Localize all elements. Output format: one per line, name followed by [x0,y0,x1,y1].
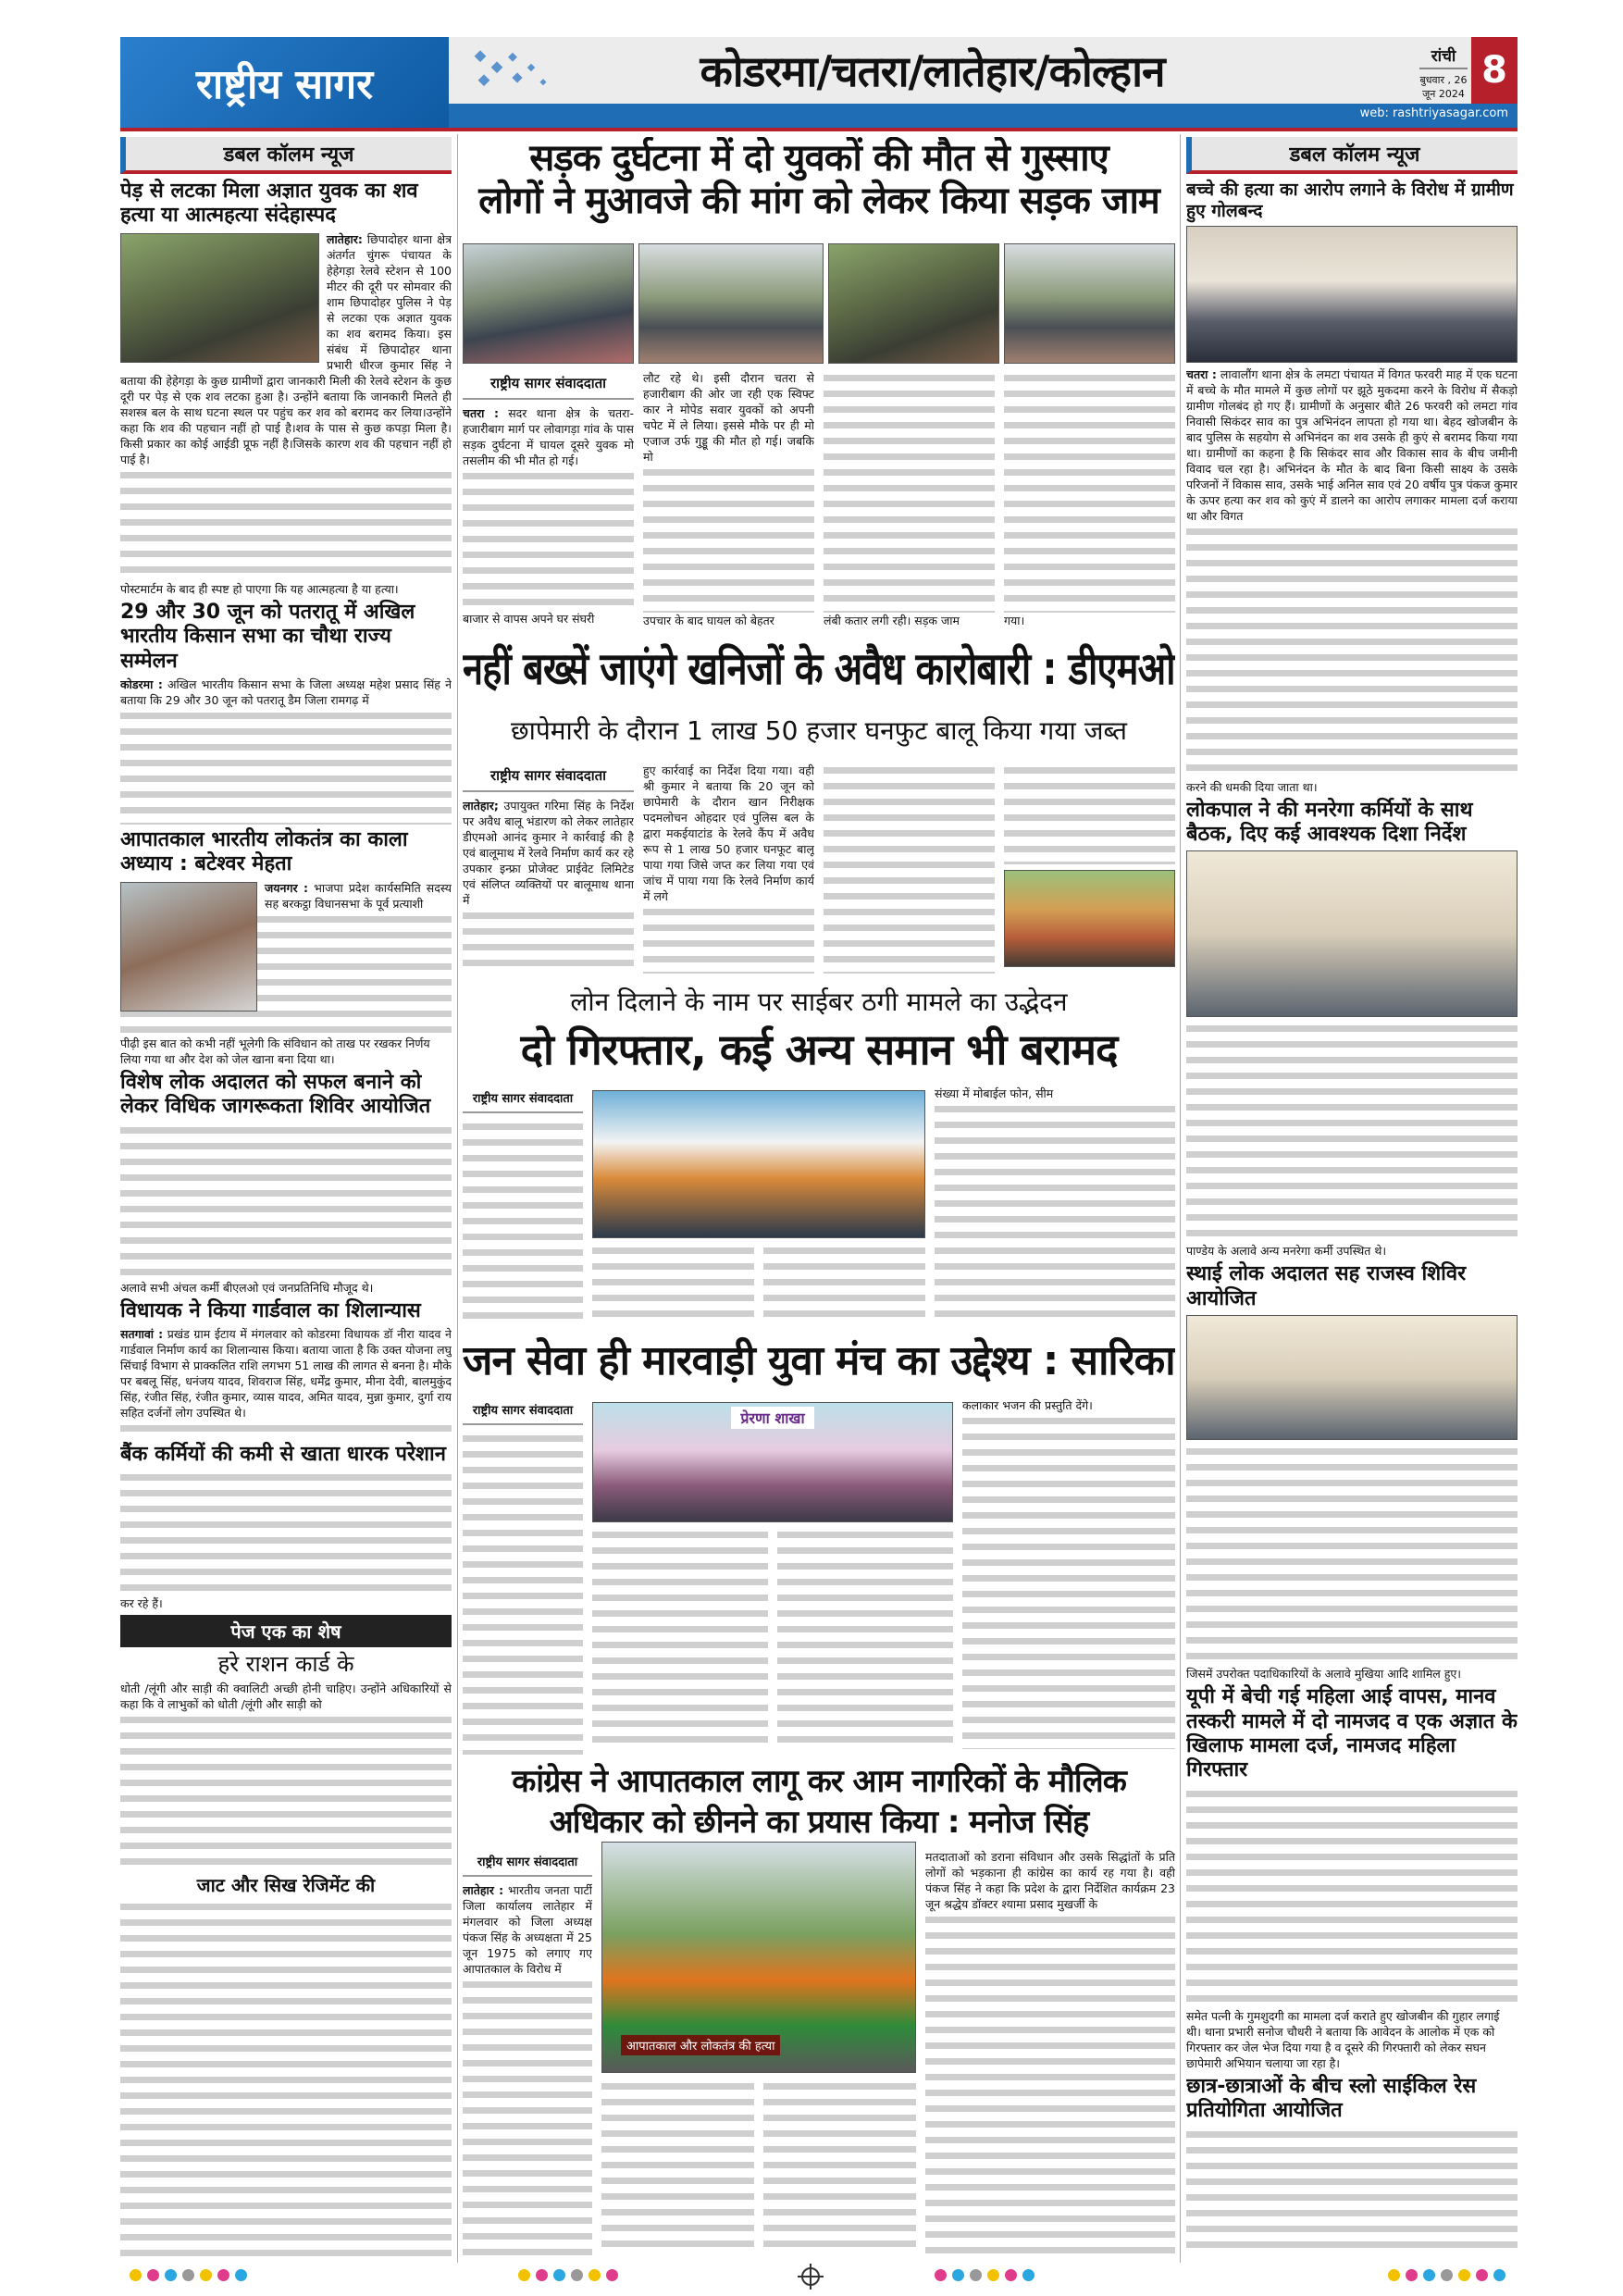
right-column [1186,137,1518,2265]
marwari-headline[interactable]: जन सेवा ही मारवाड़ी युवा मंच का उद्देश्य : सारिका [463,1337,1175,1384]
article-slow-cycle-race[interactable] [1186,2075,1518,2256]
dateline: लातेहार; [463,799,499,813]
meeting-photo [1186,850,1518,1017]
continued-from-page-one-bar: पेज एक का शेष [120,1615,452,1647]
color-registration-dots [935,2269,1035,2281]
article-text: भारतीय जनता पार्टी जिला कार्यालय लातेहार में मंगलवार को जिला अध्यक्ष पंकज सिंह के अध्यक्षता में 25 जून 1975 को लगाए गए आपातकाल के विरोध में [463,1883,592,1976]
dateline: कोडरमा : [120,676,163,691]
color-registration-dots [130,2269,247,2281]
byline: राष्ट्रीय सागर संवाददाता [463,370,634,400]
article-text: लंबी कतार लगी रही। सड़क जाम [824,614,960,627]
article-lok-adalat[interactable] [120,1071,452,1296]
article-photo [120,233,319,363]
color-registration-dots [518,2269,618,2281]
registration-crosshair-icon [798,2264,824,2290]
article-kisan-sabha[interactable] [120,601,452,825]
cyber-fraud-headline[interactable]: दो गिरफ्तार, कई अन्य समान भी बरामद [520,1024,1118,1074]
article-headline: विधायक ने किया गार्डवाल का शिलान्यास [120,1298,421,1322]
color-registration-dots [1388,2269,1505,2281]
article-column [824,763,995,974]
column-divider [1180,134,1181,2263]
article-text: प्रखंड ग्राम ईटाय में मंगलवार को कोडरमा विधायक डॉ नीरा यादव ने गार्डवाल निर्माण कार्य का शिलान्यास किया। बताया जाता है कि उक्त योजना लघु सिंचाई विभाग से प्राक्कलित राशि लगभग 51 लाख की लागत से बनना है। मौके पर बबलू सिंह, धनंजय यादव, शिवराज सिंह, धर्मेंद्र कुमार, मीना देवी, बालमुकुंद सिंह, रंजीत सिंह, रंजीत कुमार, व्यास यादव, अमित यादव, मुन्ना कुमार, दुर्गा राय सहित दर्जनों लोग उपस्थित थे। [120,1326,452,1420]
article-column [592,1527,768,1749]
article-ration-card[interactable] [120,1651,452,1870]
article-column [463,763,634,974]
article-text: कलाकार भजन की प्रस्तुति देंगे। [962,1397,1175,1413]
photo-banner-text: आपातकाल और लोकतंत्र की हत्या [621,2035,780,2055]
article-text: जिसमें उपरोक्त पदाधिकारियों के अलावे मुखिया आदि शामिल हुए। [1186,1667,1462,1682]
article-emergency-mehta[interactable] [120,828,452,1067]
article-bank-staff[interactable] [120,1443,452,1611]
article-column [763,1243,925,1322]
dateline: लातेहार : [463,1883,504,1897]
article-text: पीढ़ी इस बात को कभी नहीं भूलेगी कि संविधान को ताख पर रखकर निर्णय लिया गया था और देश को जेल खाना बना दिया था। [120,1036,430,1066]
article-column [1004,370,1175,628]
cyber-fraud-subheadline: लोन दिलाने के नाम पर साईबर ठगी मामले का उद्भेदन [570,987,1068,1017]
article-column [463,1849,592,2262]
article-column [763,2079,916,2256]
article-headline: विशेष लोक अदालत को सफल बनाने को लेकर विधिक जागरूकता शिविर आयोजित [120,1070,431,1119]
article-column [592,1243,754,1322]
headline-line: कांग्रेस ने आपातकाल लागू कर आम नागरिकों के मौलिक [512,1763,1126,1800]
byline: राष्ट्रीय सागर संवाददाता [463,1086,583,1113]
article-text: सदर थाना क्षेत्र के चतरा-हजारीबाग मार्ग पर लोवागड़ा गांव के पास सड़क दुर्घटना में घायल दूसरे युवक मो तसलीम की भी मौत हो गई। [463,406,634,467]
article-text: संख्या में मोबाईल फोन, सीम [935,1086,1175,1101]
article-column [824,370,995,628]
dateline: लातेहार: [327,231,363,246]
dateline: सतगावां : [120,1326,164,1341]
date-box [1416,37,1471,104]
double-column-news-header: डबल कॉलम न्यूज [120,137,452,174]
road-jam-photo [463,243,634,364]
article-headline: 29 और 30 जून को पतरातू में अखिल भारतीय किसान सभा का चौथा राज्य सम्मेलन [120,600,415,673]
article-villagers-protest[interactable] [1186,180,1518,795]
article-text: लावालौंग थाना क्षेत्र के लमटा पंचायत में विगत फरवरी माह में एक घटना में बच्चे के मौत मामले में कुछ लोगों पर झूठे मुकदमा करने के विरोध में सैकड़ो ग्रामीण गोलबंद हो गए हैं। ग्रामीणों के अनुसार बीते 26 फरवरी को लमटा गांव निवासी सिकंदर साव का पुत्र अभिनंदन लापता हो गया था। बेहद खोजबीन के बाद पुलिस के सहयोग से अभिनंदन का शव उसके ही कुएं से बरामद किया गया था। ग्रामीणों का कहना है कि सिकंदर साव और विकास साव के बीच जमीनी विवाद चल रहा है। अभिनंदन के मौत के बाद बिना किसी साक्ष्य के उसके परिजनों नें विकास साव, उसके भाई अनिल साव एवं 20 वर्षीय पुत्र पंकज कुमार के ऊपर हत्या कर शव को कुएं में डालने का आरोप लगाकर मामला दर्ज कराया था और विगत [1186,366,1518,523]
byline: राष्ट्रीय सागर संवाददाता [463,763,634,792]
road-jam-photo [1004,243,1175,364]
dateline: चतरा : [1186,366,1217,381]
edition-city: रांची [1419,44,1468,69]
article-column [601,2079,754,2256]
article-permanent-lok-adalat[interactable] [1186,1262,1518,1682]
article-headline: लोकपाल ने की मनरेगा कर्मियों के साथ बैठक, दिए कई आवश्यक दिशा निर्देश [1186,798,1473,846]
article-text: बाजार से वापस अपने घर संघरी [463,612,595,626]
double-column-news-header: डबल कॉलम न्यूज [1186,137,1518,174]
portrait-photo [120,882,257,1011]
article-text: अखिल भारतीय किसान सभा के जिला अध्यक्ष महेश प्रसाद सिंह ने बताया कि 29 और 30 जून को पतरातू डैम जिला रामगढ़ में [120,676,452,707]
photo-banner-text: प्रेरणा शाखा [731,1407,813,1429]
dateline: जयनगर : [265,880,309,895]
villagers-photo [1186,226,1518,363]
article-regiment[interactable] [120,1874,452,2265]
article-unidentified-body[interactable] [120,180,452,597]
left-column [120,137,452,2265]
article-column [925,1849,1175,2256]
road-jam-photo [828,243,999,364]
page-number: 8 [1471,37,1518,104]
website-link[interactable]: web: rashtriyasagar.com [1359,106,1508,120]
bjp-rally-photo [601,1842,916,2073]
sand-seizure-photo [1004,870,1175,967]
article-column [962,1397,1175,1749]
headline-line: लोगों ने मुआवजे की मांग को लेकर किया सड़क जाम [478,180,1159,222]
byline: राष्ट्रीय सागर संवाददाता [463,1849,592,1877]
issue-date: बुधवार , 26 जून 2024 [1419,74,1468,100]
article-headline: आपातकाल भारतीय लोकतंत्र का काला अध्याय : बटेश्वर मेहता [120,827,408,876]
header-divider [120,128,1518,131]
article-text: भाजपा प्रदेश कार्यसमिति सदस्य सह बरकट्ठा विधानसभा के पूर्व प्रत्याशी [265,880,452,911]
police-press-photo [592,1090,925,1238]
article-headline: छात्र-छात्राओं के बीच स्लो साईकिल रेस प्रतियोगिता आयोजित [1186,2074,1477,2123]
article-headline: बच्चे की हत्या का आरोप लगाने के विरोध में ग्रामीण हुए गोलबन्द [1186,180,1514,221]
byline: राष्ट्रीय सागर संवाददाता [463,1397,583,1425]
article-text: उपायुक्त गरिमा सिंह के निर्देश पर अवैध बालू भंडारण को लेकर लातेहार डीएमओ आनंद कुमार ने कार्रवाई की है एवं बालूमाथ में रेलवे निर्माण कार्य कर रहे उपकार इन्फ्रा प्रोजेक्ट प्राईवेट लिमिटेड एवं संलिप्त व्यक्तियों पर बालूमाथ थाना में [463,799,634,907]
article-headline: जाट और सिख रेजिमेंट की [196,1874,376,1897]
article-text: छिपादोहर थाना क्षेत्र अंतर्गत चुंगरू पंचायत के हेहेगड़ा रेलवे स्टेशन से 100 मीटर की दूरी पर सोमवार की शाम छिपादोहर पुलिस ने पेड़ से लटका एक अज्ञात युवक का शव बरामद किया। इस संबंध में छिपादोहर थाना प्रभारी धीरज कुमार सिंह ने बताया की हेहेगड़ा के कुछ ग्रामीणों द्वारा जानकारी मिली की रेलवे स्टेशन के कुछ दूरी पर पेड़ से एक शव लटका हुआ है। उन्होंने बताया कि जानकारी मिलते ही सशस्त्र बल के साथ घटना स्थल पर पहुंच कर शव को बरामद कर लिया।उन्होंने कहा कि शव की पहचान नहीं हो पाई है।शव के पास से कुछ कपड़ा मिला है। किसी प्रकार का कोई आईडी प्रूफ नहीं है।जिसके कारण शव की पहचान नहीं हो पाई है। [120,231,452,466]
camp-photo [1186,1315,1518,1440]
congress-emergency-headline[interactable] [463,1761,1175,1843]
article-text: पाण्डेय के अलावे अन्य मनरेगा कर्मी उपस्थित थे। [1186,1244,1387,1259]
road-jam-photo [638,243,824,364]
article-text: मतदाताओं को डराना संविधान और उसके सिद्धांतों के प्रति लोगों को भड़काना ही कांग्रेस का कार्य रह गया है। वही पंकज सिंह ने कहा कि प्रदेश के द्वारा निर्देशित कार्यक्रम 23 जून श्रद्धेय डॉक्टर श्यामा प्रसाद मुखर्जी के [925,1850,1175,1911]
article-column [1004,763,1175,864]
article-text: अलावे सभी अंचल कर्मी बीएलओ एवं जनप्रतिनिधि मौजूद थे। [120,1280,374,1295]
article-column [463,370,634,627]
article-headline: स्थाई लोक अदालत सह राजस्व शिविर आयोजित [1186,1262,1467,1310]
dateline: चतरा : [463,406,499,420]
article-column [463,1086,583,1327]
lead-headline[interactable] [463,137,1175,222]
article-text: धोती /लूंगी और साड़ी की क्वालिटी अच्छी होनी चाहिए। उन्होंने अधिकारियों से कहा कि वे लाभुकों को धोती /लूंगी और साड़ी को [120,1682,452,1712]
headline-line: अधिकार को छीनने का प्रयास किया : मनोज सिंह [549,1804,1089,1842]
section-title: कोडरमा/चतरा/लातेहार/कोल्हान [449,37,1416,104]
dmo-subheadline: छापेमारी के दौरान 1 लाख 50 हजार घनफुट बालू किया गया जब्त [510,715,1128,746]
article-headline: यूपी में बेची गई महिला आई वापस, मानव तस्करी मामले में दो नामजद व एक अज्ञात के खिलाफ मामला दर्ज, नामजद महिला गिरफ्तार [1186,1685,1518,1782]
article-text: लौट रहे थे। इसी दौरान चतरा से हजारीबाग की ओर जा रही एक स्विफ्ट कार ने मोपेड सवार युवकों को अपनी चपेट में ले लिया। इससे मौके पर ही मो एजाज उर्फ गुड्डू की मौत हो गई। जबकि मो [643,371,814,464]
center-column [463,137,1175,2265]
article-column [777,1527,953,1749]
article-column [643,763,814,974]
article-headline: बैंक कर्मियों की कमी से खाता धारक परेशान [120,1442,446,1466]
article-text: करने की धमकी दिया जाता था। [1186,779,1318,794]
event-photo [592,1402,953,1522]
article-text: हुए कार्रवाई का निर्देश दिया गया। वही श्री कुमार ने बताया कि 20 जून को छापेमारी के दौरान खान निरीक्षक पदमलोचन ओहदार एवं पुलिस बल के द्वारा मकईयाटांड के रेलवे कैंप में अवैध रूप से 1 लाख 50 हजार घनफूट बालू पाया गया जिसे जप्त कर लिया गया एवं जांच में पाया गया कि रेलवे निर्माण कार्य में लगे [643,763,814,903]
article-text: पोस्टमार्टम के बाद ही स्पष्ट हो पाएगा कि यह आत्महत्या है या हत्या। [120,581,399,596]
article-guardwall[interactable] [120,1299,452,1439]
article-human-trafficking[interactable] [1186,1685,1518,2071]
article-lokpal-meeting[interactable] [1186,799,1518,1260]
article-text: समेत पत्नी के गुमशुदगी का मामला दर्ज कराते हुए खोजबीन की गुहार लगाई थी। थाना प्रभारी सनोज चौधरी ने बताया कि आवेदन के आलोक में एक को गिरफ्तार कर जेल भेज दिया गया है व दूसरे की गिरफ्तारी को लेकर सघन छापेमारी अभियान चलाया जा रहा है। [1186,2008,1500,2070]
article-column [935,1086,1175,1322]
article-column [463,1397,583,1755]
diamond-pattern-icon [467,44,578,100]
headline-line: सड़क दुर्घटना में दो युवकों की मौत से गुस्साए [529,137,1109,180]
article-headline: हरे राशन कार्ड के [217,1651,354,1678]
article-column [643,370,814,628]
article-text: गया। [1004,614,1025,627]
article-text: कर रहे हैं। [120,1596,163,1611]
article-headline: पेड़ से लटका मिला अज्ञात युवक का शव हत्या या आत्महत्या संदेहास्पद [120,180,418,228]
article-text: उपचार के बाद घायल को बेहतर [643,614,774,627]
column-divider [457,134,458,2263]
newspaper-logo[interactable]: राष्ट्रीय सागर [120,37,449,128]
dmo-headline[interactable]: नहीं बख्सें जाएंगे खनिजों के अवैध कारोबारी : डीएमओ [463,643,1175,695]
